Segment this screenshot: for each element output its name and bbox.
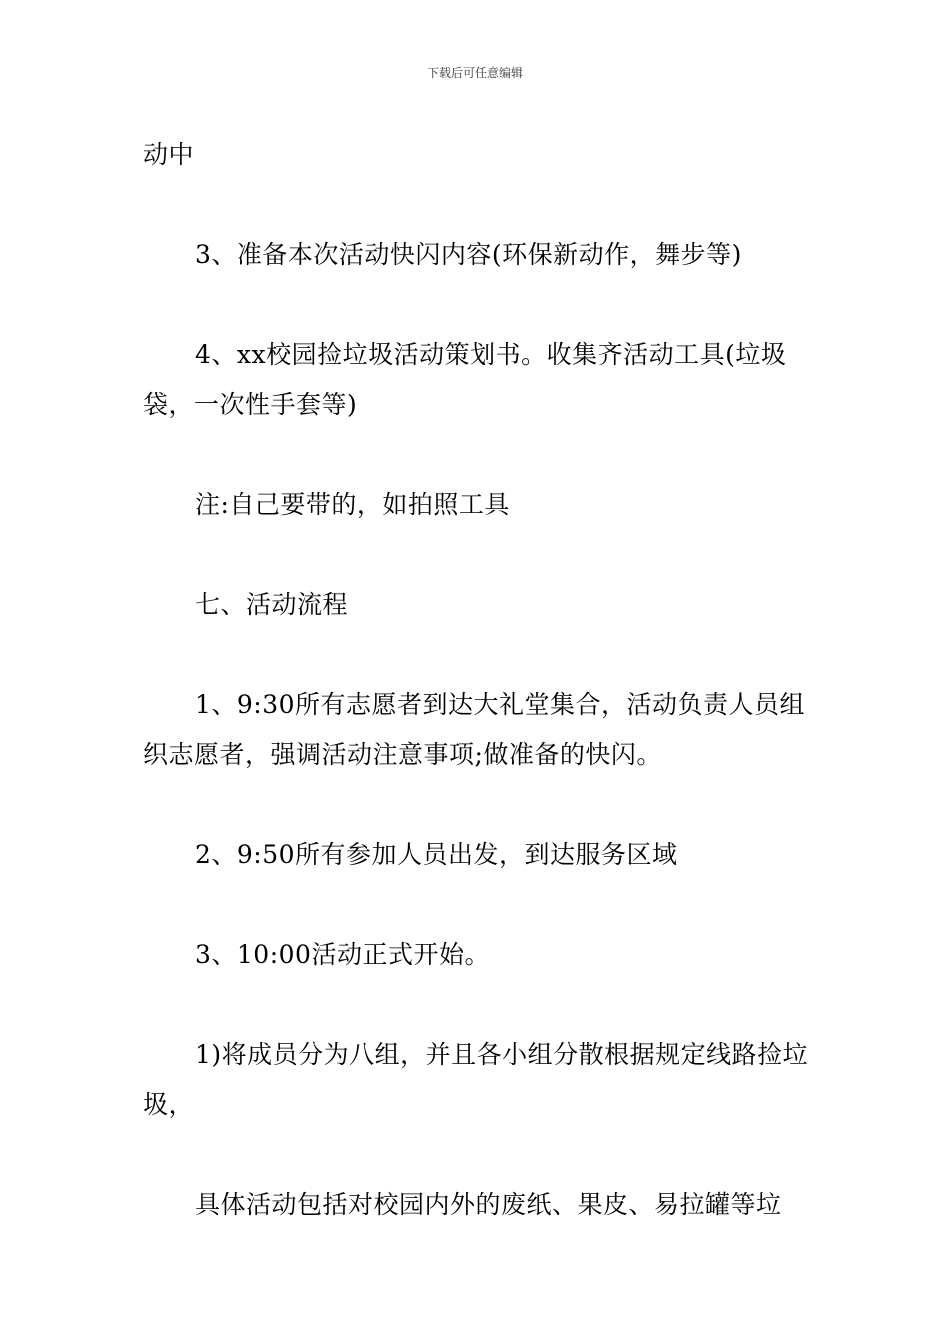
section-heading-activity-process: 七、活动流程 (195, 590, 349, 619)
paragraph-step-2-depart: 2、9:50所有参加人员出发，到达服务区域 (195, 840, 678, 869)
paragraph-item-4-collect-tools: 4、xx校园捡垃圾活动策划书。收集齐活动工具(垃圾袋，一次性手套等) (143, 340, 787, 419)
paragraph-step-1-assemble: 1、9:30所有志愿者到达大礼堂集合，活动负责人员组织志愿者，强调活动注意事项;做准备的快闪。 (143, 690, 806, 769)
document-body (143, 130, 810, 1230)
paragraph-item-3-prepare-flashmob: 3、准备本次活动快闪内容(环保新动作，舞步等) (195, 240, 742, 269)
paragraph-substep-groups: 1)将成员分为八组，并且各小组分散根据规定线路捡垃圾， (143, 1040, 809, 1119)
paragraph-step-3-start: 3、10:00活动正式开始。 (195, 940, 490, 969)
paragraph-activity-details: 具体活动包括对校园内外的废纸、果皮、易拉罐等垃 (195, 1190, 782, 1219)
paragraph-note: 注:自己要带的，如拍照工具 (195, 490, 510, 519)
page-header: 下载后可任意编辑 (426, 66, 523, 80)
paragraph-continuation: 动中 (143, 140, 195, 169)
